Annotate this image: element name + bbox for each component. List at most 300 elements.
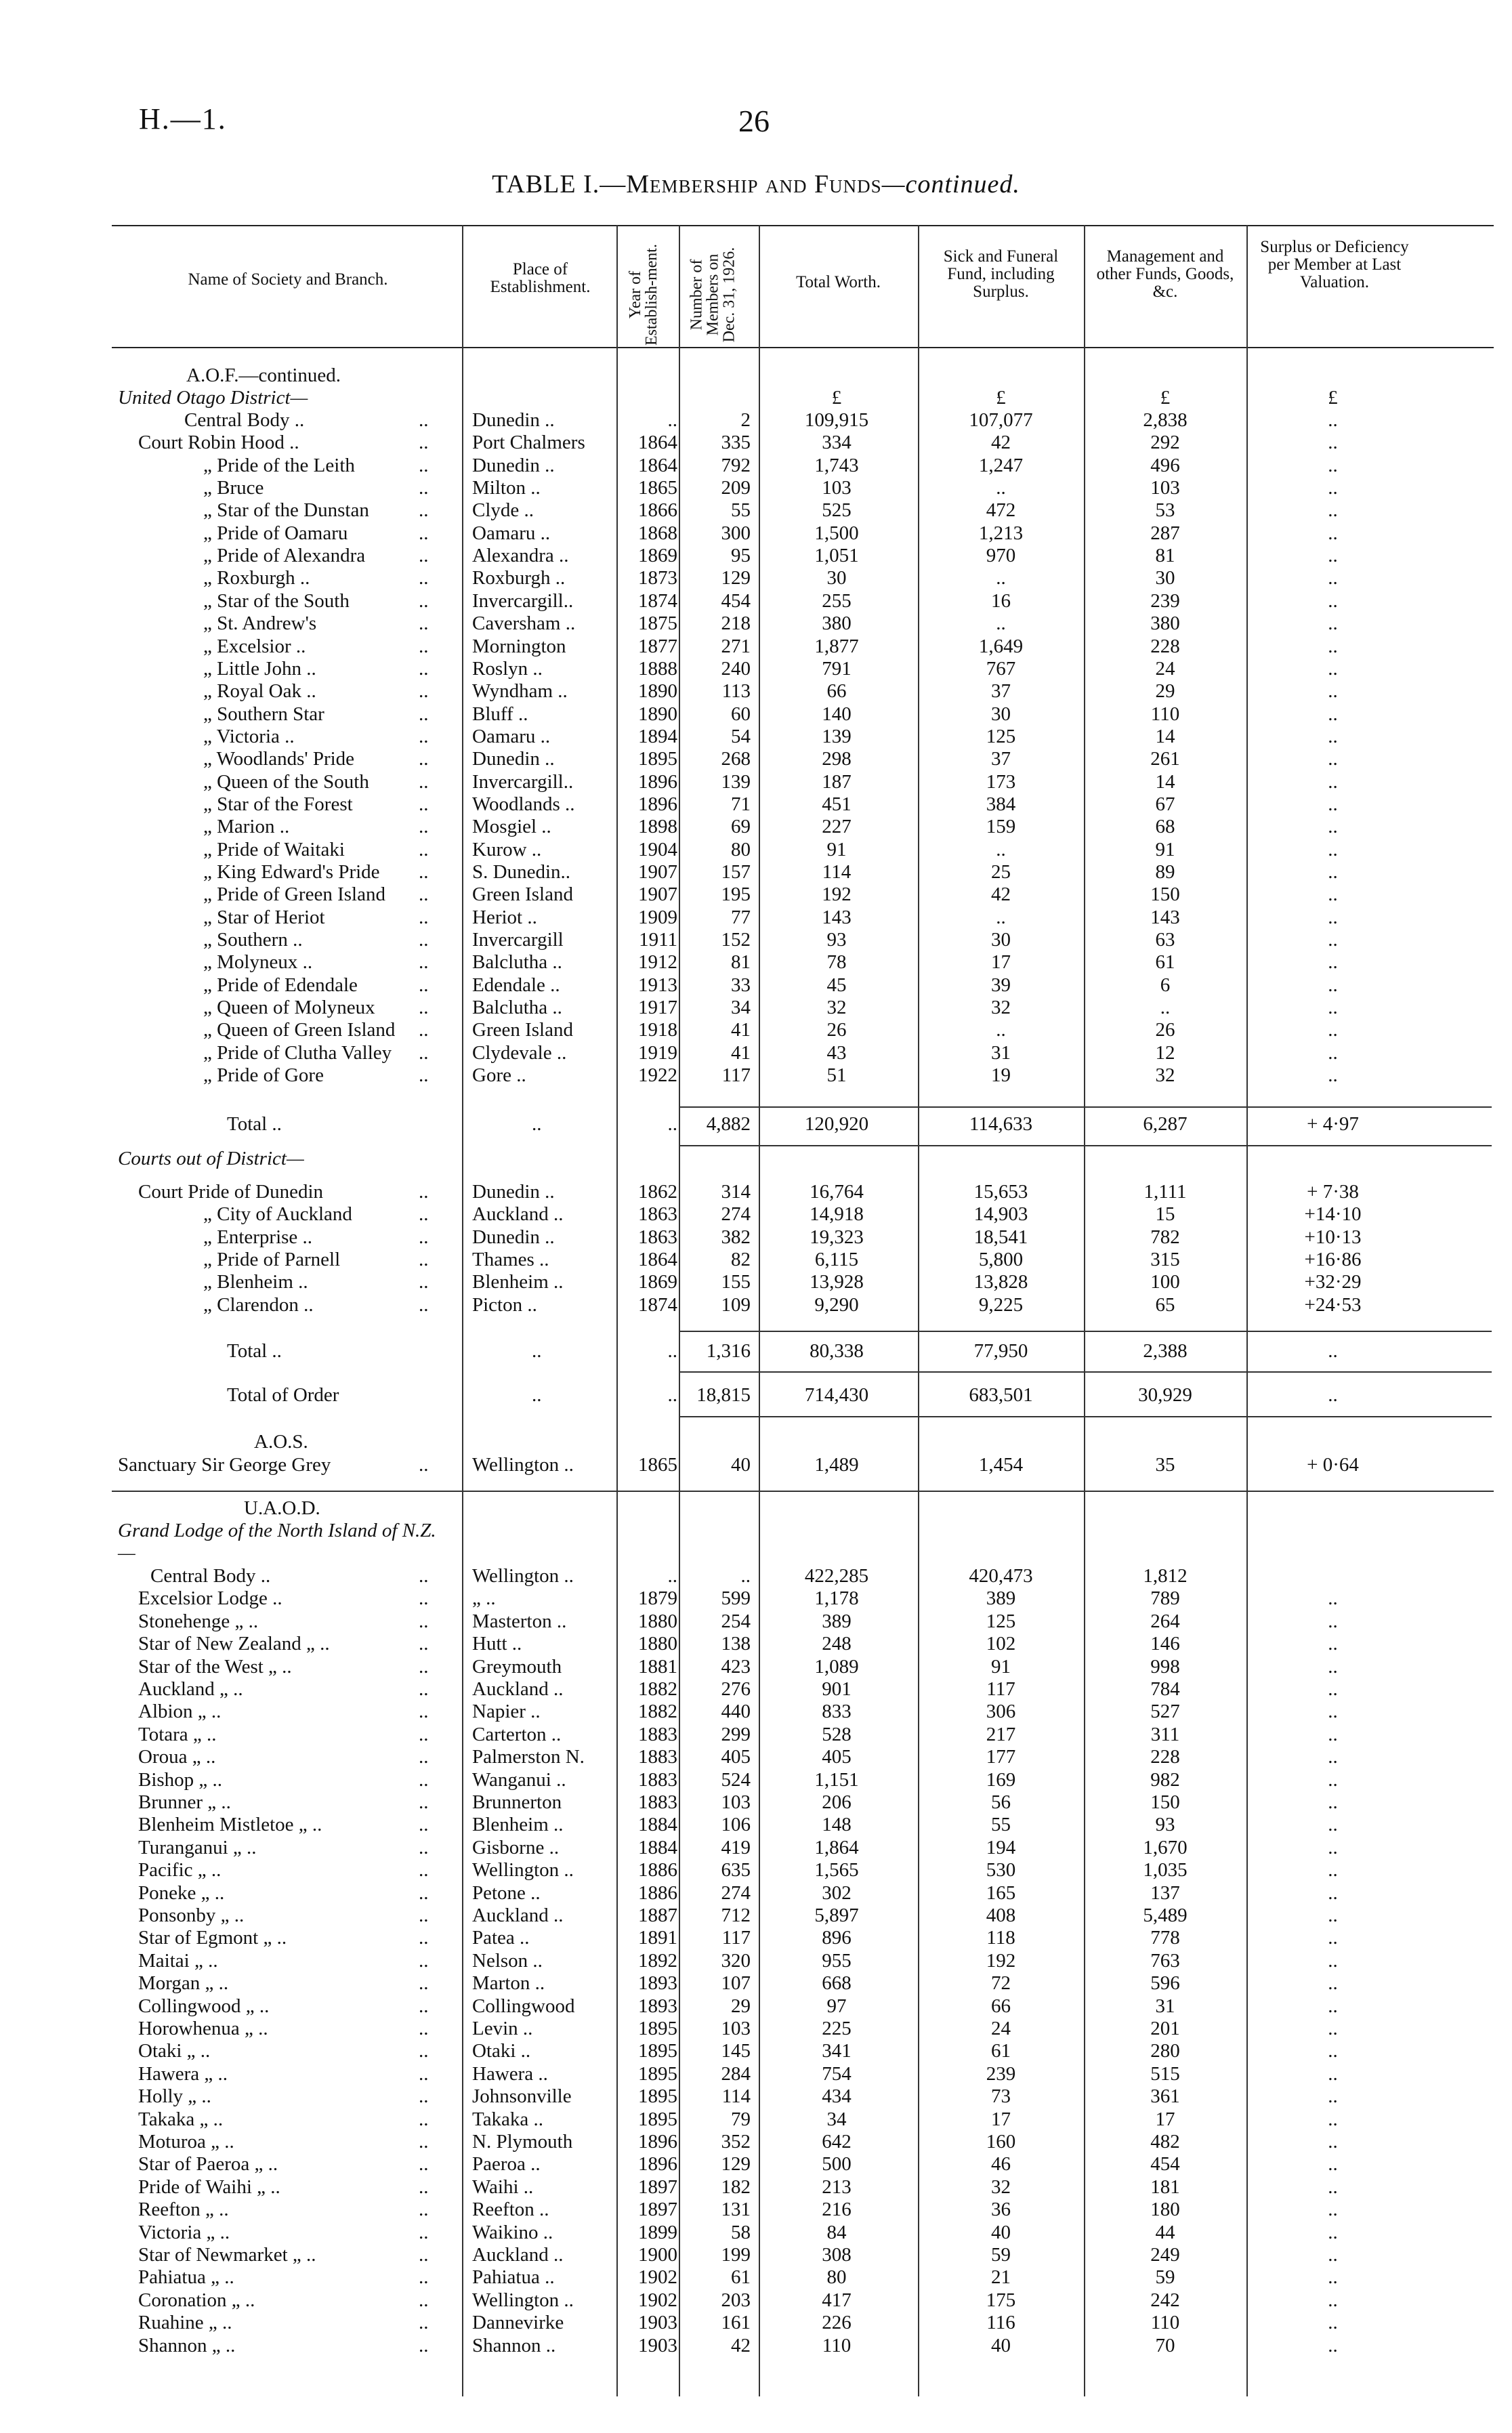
table-row [0, 1249, 1512, 1271]
place: Roxburgh .. [472, 567, 566, 589]
place: Waikino .. [472, 2221, 553, 2243]
leader-dots: .. [419, 1248, 429, 1270]
year: 1895 [638, 2040, 677, 2062]
members: 113 [721, 680, 751, 703]
total-rule [679, 1331, 1492, 1332]
sick-fund: 116 [986, 2312, 1015, 2334]
year: 1881 [638, 1655, 677, 1678]
page-number: 26 [738, 104, 770, 138]
place: Brunnerton [472, 1791, 562, 1813]
table-row [0, 703, 1512, 726]
surplus: .. [1328, 612, 1338, 635]
total-rule [679, 1371, 1492, 1373]
mgmt-fund: 311 [1150, 1723, 1180, 1745]
sick-fund: 408 [986, 1905, 1016, 1926]
table-row [0, 455, 1512, 477]
year: 1896 [638, 2153, 677, 2176]
total-worth: 791 [822, 657, 852, 680]
table-row [0, 612, 1512, 635]
table-row [0, 1042, 1512, 1064]
sick-fund: 102 [986, 1633, 1016, 1655]
table-row [0, 2289, 1512, 2312]
total-worth: 1,178 [814, 1587, 859, 1610]
sick-fund: .. [996, 477, 1006, 499]
members: 129 [721, 2153, 751, 2176]
members: 712 [721, 1905, 751, 1926]
total-year: .. [667, 1113, 677, 1135]
section-aos: A.O.S. [254, 1431, 308, 1453]
members: 29 [731, 1995, 751, 2017]
year: 1874 [638, 589, 677, 612]
surplus: .. [1328, 2199, 1338, 2221]
table-row [0, 1791, 1512, 1814]
total-worth: 84 [826, 2221, 847, 2243]
table-row [0, 951, 1512, 974]
branch-name: Albion „ .. [138, 1701, 222, 1723]
mgmt-fund: 6 [1160, 974, 1171, 996]
leader-dots: .. [419, 1972, 429, 1995]
total-worth: 30 [826, 567, 847, 589]
branch-name: Reefton „ .. [138, 2199, 229, 2221]
sick-fund: .. [996, 1019, 1006, 1041]
branch-name: „ Victoria .. [203, 725, 295, 747]
place: Marton .. [472, 1972, 545, 1995]
members: 60 [731, 703, 751, 725]
place: Hutt .. [472, 1633, 522, 1655]
currency-symbol: £ [996, 387, 1006, 409]
place: Greymouth [472, 1655, 562, 1678]
place: Heriot .. [472, 906, 537, 928]
currency-symbol: £ [1328, 387, 1338, 409]
year: 1919 [638, 1041, 677, 1064]
mgmt-fund: 228 [1150, 635, 1180, 657]
table-row [0, 680, 1512, 703]
leader-dots: .. [419, 454, 429, 476]
sick-fund: 37 [991, 680, 1011, 703]
place: Milton .. [472, 477, 541, 499]
total-place: .. [532, 1340, 542, 1362]
year: 1877 [638, 635, 677, 657]
table-row [0, 1226, 1512, 1249]
leader-dots: .. [419, 545, 429, 567]
sick-fund: 56 [991, 1791, 1011, 1813]
total-surplus: .. [1328, 1340, 1338, 1362]
place: Clyde .. [472, 499, 534, 522]
surplus: .. [1328, 997, 1338, 1019]
total-worth: 417 [822, 2289, 852, 2311]
place: Waihi .. [472, 2176, 534, 2198]
sick-fund: 14,903 [973, 1203, 1028, 1226]
table-row [0, 2222, 1512, 2244]
table-row [0, 1950, 1512, 1972]
branch-name: Otaki „ .. [138, 2040, 211, 2062]
table-title: TABLE I.—Membership and Funds—continued. [492, 170, 1020, 199]
mgmt-fund: 454 [1150, 2153, 1180, 2176]
leader-dots: .. [419, 1701, 429, 1723]
mgmt-fund: 12 [1155, 1041, 1175, 1064]
sick-fund: 55 [991, 1814, 1011, 1836]
surplus: .. [1328, 2334, 1338, 2356]
place: Patea .. [472, 1927, 530, 1949]
place: Dunedin .. [472, 1181, 555, 1203]
table-row [0, 1565, 1512, 1587]
members: 71 [731, 793, 751, 815]
branch-name: „ Pride of Alexandra [203, 545, 366, 567]
total-worth: 1,743 [814, 454, 859, 476]
surplus: .. [1328, 1041, 1338, 1064]
table-row [0, 2199, 1512, 2221]
surplus: .. [1328, 1905, 1338, 1926]
total-worth: 43 [826, 1041, 847, 1064]
members: 117 [721, 1064, 751, 1087]
branch-name: „ Pride of Clutha Valley [203, 1041, 392, 1064]
total-mgmt: 2,388 [1143, 1340, 1188, 1362]
year: 1883 [638, 1768, 677, 1791]
branch-name: „ Woodlands' Pride [203, 748, 355, 770]
year: 1865 [638, 477, 677, 499]
section-otago: United Otago District— [118, 387, 308, 409]
total-worth: 16,764 [810, 1181, 864, 1203]
total-worth: 901 [822, 1678, 852, 1700]
branch-name: Hawera „ .. [138, 2062, 228, 2085]
table-row [0, 1294, 1512, 1316]
sick-fund: 173 [986, 770, 1016, 793]
members: 103 [721, 2018, 751, 2039]
leader-dots: .. [419, 951, 429, 974]
leader-dots: .. [419, 929, 429, 951]
total-worth: 225 [822, 2018, 852, 2039]
place: Auckland .. [472, 1678, 564, 1700]
mgmt-fund: 982 [1150, 1768, 1180, 1791]
surplus: .. [1328, 1723, 1338, 1745]
mgmt-fund: 63 [1155, 929, 1175, 951]
year: 1869 [638, 1271, 677, 1293]
section-courts-out: Courts out of District— [118, 1148, 304, 1169]
year: 1907 [638, 861, 677, 883]
year: 1883 [638, 1746, 677, 1768]
total-sick: 77,950 [973, 1340, 1028, 1362]
year: 1895 [638, 2018, 677, 2039]
year: 1873 [638, 567, 677, 589]
year: 1883 [638, 1791, 677, 1813]
place: Dannevirke [472, 2312, 564, 2334]
members: 300 [721, 522, 751, 544]
total-worth: 32 [826, 997, 847, 1019]
total-worth: 1,151 [814, 1768, 859, 1791]
leader-dots: .. [419, 409, 429, 431]
mgmt-fund: 61 [1155, 951, 1175, 974]
leader-dots: .. [419, 1226, 429, 1248]
total-worth: 51 [826, 1064, 847, 1087]
col-header-total: Total Worth. [796, 273, 881, 291]
year: 1862 [638, 1181, 677, 1203]
branch-name: Poneke „ .. [138, 1881, 225, 1904]
year: 1896 [638, 2131, 677, 2153]
header-top-rule [112, 225, 1494, 226]
branch-name: Stonehenge „ .. [138, 1610, 259, 1632]
total-label: Total of Order [227, 1384, 339, 1406]
table-row [0, 2244, 1512, 2266]
table-row [0, 997, 1512, 1019]
total-worth: 405 [822, 1746, 852, 1768]
surplus: .. [1328, 1610, 1338, 1632]
leader-dots: .. [419, 2108, 429, 2130]
mgmt-fund: 496 [1150, 454, 1180, 476]
sick-fund: 25 [991, 861, 1011, 883]
branch-name: „ Southern Star [203, 703, 324, 725]
leader-dots: .. [419, 703, 429, 725]
mgmt-fund: 789 [1150, 1587, 1180, 1610]
sick-fund: 194 [986, 1836, 1016, 1858]
sick-fund: 15,653 [973, 1181, 1028, 1203]
mgmt-fund: 596 [1150, 1972, 1180, 1995]
leader-dots: .. [419, 883, 429, 906]
sick-fund: 118 [986, 1927, 1015, 1949]
surplus: .. [1328, 2085, 1338, 2108]
currency-row [0, 387, 1512, 409]
mgmt-fund: 763 [1150, 1949, 1180, 1972]
members: 80 [731, 838, 751, 860]
sick-fund: 32 [991, 2176, 1011, 2198]
total-worth: 34 [826, 2108, 847, 2130]
year: 1882 [638, 1701, 677, 1723]
mgmt-fund: 93 [1155, 1814, 1175, 1836]
members: 129 [721, 567, 751, 589]
surplus: .. [1328, 974, 1338, 996]
year: 1890 [638, 680, 677, 703]
surplus: .. [1328, 2153, 1338, 2176]
leader-dots: .. [419, 861, 429, 883]
place: Reefton .. [472, 2199, 549, 2221]
table-row [0, 1271, 1512, 1293]
sick-fund: 91 [991, 1655, 1011, 1678]
section-aof: A.O.F.—continued. [186, 365, 341, 386]
total-worth: 226 [822, 2312, 852, 2334]
table-row [0, 726, 1512, 748]
total-worth: 80,338 [810, 1340, 864, 1362]
leader-dots: .. [419, 1181, 429, 1203]
leader-dots: .. [419, 1587, 429, 1610]
leader-dots: .. [419, 1995, 429, 2017]
total-worth: 896 [822, 1927, 852, 1949]
sick-fund: 767 [986, 657, 1016, 680]
leader-dots: .. [419, 1836, 429, 1858]
members: 107 [721, 1972, 751, 1995]
mgmt-fund: 264 [1150, 1610, 1180, 1632]
mgmt-fund: 287 [1150, 522, 1180, 544]
members: 157 [721, 861, 751, 883]
branch-name: Bishop „ .. [138, 1768, 223, 1791]
branch-name: „ Pride of Waitaki [203, 838, 345, 860]
leader-dots: .. [419, 1019, 429, 1041]
total-worth: 422,285 [804, 1565, 869, 1587]
branch-name: Pacific „ .. [138, 1859, 222, 1881]
branch-name: „ Queen of Green Island [203, 1019, 396, 1041]
mgmt-fund: 53 [1155, 499, 1175, 522]
branch-name: „ Excelsior .. [203, 635, 306, 657]
place: Auckland .. [472, 1905, 564, 1926]
year: 1880 [638, 1633, 677, 1655]
table-row [0, 567, 1512, 589]
surplus: .. [1328, 1768, 1338, 1791]
year: 1888 [638, 657, 677, 680]
total-worth: 26 [826, 1019, 847, 1041]
leader-dots: .. [419, 2018, 429, 2039]
sick-fund: 18,541 [973, 1226, 1028, 1248]
members: 117 [721, 1927, 751, 1949]
table-row [0, 1814, 1512, 1836]
surplus: .. [1328, 703, 1338, 725]
total-year: .. [667, 1340, 677, 1362]
place: Clydevale .. [472, 1041, 567, 1064]
surplus: .. [1328, 1949, 1338, 1972]
sick-fund: 177 [986, 1746, 1016, 1768]
mgmt-fund: 2,838 [1143, 409, 1188, 431]
table-row [0, 1724, 1512, 1746]
members: 218 [721, 612, 751, 635]
table-row [0, 1064, 1512, 1087]
total-worth: 1,051 [814, 545, 859, 567]
leader-dots: .. [419, 793, 429, 815]
leader-dots: .. [419, 2266, 429, 2289]
otago-total-row [0, 1113, 1512, 1136]
leader-dots: .. [419, 1791, 429, 1813]
surplus: .. [1328, 477, 1338, 499]
leader-dots: .. [419, 1768, 429, 1791]
year: 1890 [638, 703, 677, 725]
year: 1884 [638, 1814, 677, 1836]
leader-dots: .. [419, 1565, 429, 1587]
table-row [0, 2266, 1512, 2289]
members: 440 [721, 1701, 751, 1723]
place: Kurow .. [472, 838, 542, 860]
year: 1875 [638, 612, 677, 635]
surplus: .. [1328, 1678, 1338, 1700]
branch-name: „ Star of the South [203, 589, 350, 612]
table-row [0, 1882, 1512, 1905]
leader-dots: .. [419, 432, 429, 454]
members: 103 [721, 1791, 751, 1813]
mgmt-fund: 1,812 [1143, 1565, 1188, 1587]
total-mgmt: 30,929 [1138, 1384, 1192, 1406]
members: 268 [721, 748, 751, 770]
place: Oamaru .. [472, 522, 551, 544]
branch-name: „ Pride of Edendale [203, 974, 358, 996]
branch-name: Excelsior Lodge .. [138, 1587, 282, 1610]
surplus: +24·53 [1304, 1293, 1362, 1316]
sick-fund: 61 [991, 2040, 1011, 2062]
year: 1880 [638, 1610, 677, 1632]
branch-name: „ Royal Oak .. [203, 680, 316, 703]
surplus: .. [1328, 545, 1338, 567]
surplus: .. [1328, 432, 1338, 454]
year: 1886 [638, 1859, 677, 1881]
total-year: .. [667, 1384, 677, 1406]
surplus: .. [1328, 1927, 1338, 1949]
total-worth: 143 [822, 906, 852, 928]
total-rule [679, 1145, 1492, 1146]
place: S. Dunedin.. [472, 861, 570, 883]
surplus: .. [1328, 816, 1338, 838]
total-mgmt: 6,287 [1143, 1113, 1188, 1135]
leader-dots: .. [419, 2312, 429, 2334]
sick-fund: 217 [986, 1723, 1016, 1745]
table-row [0, 1019, 1512, 1041]
branch-name: Auckland „ .. [138, 1678, 243, 1700]
total-worth: 248 [822, 1633, 852, 1655]
leader-dots: .. [419, 1610, 429, 1632]
sick-fund: .. [996, 567, 1006, 589]
year: 1895 [638, 2062, 677, 2085]
place: Auckland .. [472, 1203, 564, 1226]
members: .. [740, 1565, 751, 1587]
total-worth: 1,565 [814, 1859, 859, 1881]
total-members: 18,815 [696, 1384, 751, 1406]
total-worth: 389 [822, 1610, 852, 1632]
members: 55 [731, 499, 751, 522]
surplus: .. [1328, 657, 1338, 680]
surplus: .. [1328, 906, 1338, 928]
surplus: .. [1328, 2266, 1338, 2289]
surplus: .. [1328, 1019, 1338, 1041]
leader-dots: .. [419, 1678, 429, 1700]
mgmt-fund: 81 [1155, 545, 1175, 567]
branch-name: „ Pride of Parnell [203, 1248, 341, 1270]
leader-dots: .. [419, 1633, 429, 1655]
table-row [0, 771, 1512, 793]
sick-fund: .. [996, 906, 1006, 928]
leader-dots: .. [419, 1881, 429, 1904]
sick-fund: 42 [991, 883, 1011, 906]
table-row [0, 1633, 1512, 1655]
sick-fund: 17 [991, 951, 1011, 974]
surplus: .. [1328, 793, 1338, 815]
total-worth: 45 [826, 974, 847, 996]
members: 41 [731, 1019, 751, 1041]
table-row [0, 2153, 1512, 2176]
place: Wellington .. [472, 1859, 574, 1881]
table-row [0, 1837, 1512, 1859]
place: Balclutha .. [472, 951, 562, 974]
members: 274 [721, 1203, 751, 1226]
branch-name: Oroua „ .. [138, 1746, 216, 1768]
mgmt-fund: 17 [1155, 2108, 1175, 2130]
table-row [0, 409, 1512, 432]
mgmt-fund: 143 [1150, 906, 1180, 928]
mgmt-fund: 315 [1150, 1248, 1180, 1270]
year: 1899 [638, 2221, 677, 2243]
total-worth: 216 [822, 2199, 852, 2221]
place: Oamaru .. [472, 725, 551, 747]
total-worth: 341 [822, 2040, 852, 2062]
surplus: + 7·38 [1307, 1181, 1359, 1203]
branch-name: Pride of Waihi „ .. [138, 2176, 280, 2198]
branch-name: Central Body .. [184, 409, 305, 431]
members: 34 [731, 997, 751, 1019]
sick-fund: 73 [991, 2085, 1011, 2108]
surplus: .. [1328, 2244, 1338, 2266]
mgmt-fund: 70 [1155, 2334, 1175, 2356]
leader-dots: .. [419, 1927, 429, 1949]
sick-fund: 59 [991, 2244, 1011, 2266]
table-row [0, 2131, 1512, 2153]
leader-dots: .. [419, 567, 429, 589]
surplus: .. [1328, 1791, 1338, 1813]
sick-fund: 125 [986, 1610, 1016, 1632]
surplus: .. [1328, 1814, 1338, 1836]
surplus: .. [1328, 589, 1338, 612]
sick-fund: 169 [986, 1768, 1016, 1791]
